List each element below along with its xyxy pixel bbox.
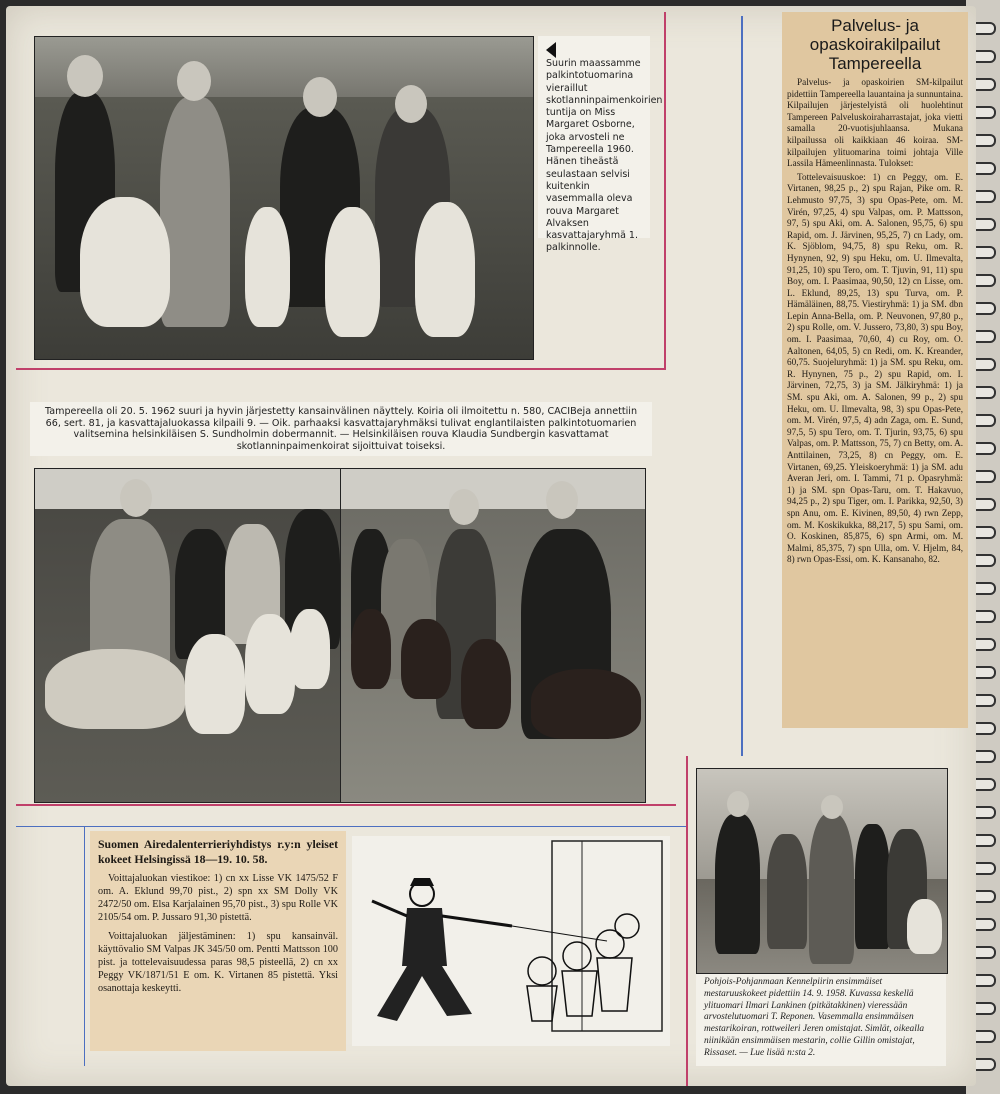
red-rule-2 <box>664 12 666 370</box>
photo-collies-1960 <box>34 36 534 360</box>
clipping-airedale-title: Suomen Airedalenterrieriyhdistys r.y:n yleiset kokeet Helsingissä 18—19. 10. 58. <box>98 837 338 866</box>
cartoon-drawing <box>352 836 670 1046</box>
red-rule-1 <box>16 368 666 370</box>
clipping-palvelus-title: Palvelus- ja opaskoirakilpailut Tampereella <box>809 16 941 73</box>
clipping-airedale <box>90 831 346 1051</box>
photo-collies-1962 <box>34 468 341 803</box>
photo-pohjois-pohjanmaa <box>696 768 948 974</box>
photo-dobermanns-1962 <box>340 468 646 803</box>
blue-rule-3 <box>84 826 85 1066</box>
arrow-left-icon <box>546 42 556 58</box>
caption-pohjois-pohjanmaa: Pohjois-Pohjanmaan Kennelpiirin ensimmäiset mestaruuskokeet pidettiin 14. 9. 1958. Kuvassa keskellä ylituomari Ilmari Lankinen (pitkätakkinen) vieressään arvostelutuomari T. Reponen. Vasemmalla ensimmäisen mestarikoiran, rottweileri Jeren omistajat. Simlät, oikealla niinikään ensimmäisen mestarin, collie Gillin omistajat, Rissaset. — Lue lisää n:sta 2. <box>696 974 946 1066</box>
clipping-airedale-para1: Voittajaluokan viestikoe: 1) cn xx Lisse VK 1475/52 F om. A. Eklund 99,70 pist., 2) spn xx SM Dolly VK 2472/50 om. Elsa Karjalainen 95,70 pist., 3) spu Rolle VK 2105/54 om. P. Jussaro 91,30 pistettä. <box>98 873 338 923</box>
clipping-airedale-para2: Voittajaluokan jäljestäminen: 1) spu kansainväl. käyttövalio SM Valpas JK 345/50 om. Pentti Mattsson 100 pist. ja tottelevaisuudessa paras 98,5 pisteellä, 2) cn xx Peggy VK/1871/51 E om. K. Virtanen 85 pistettä. Yksi osanottaja keskeytti. <box>98 931 338 994</box>
caption-collies-1960: Suurin maassamme palkintotuomarina vieraillut skotlanninpaimenkoirien tuntija on Miss Margaret Osborne, joka arvosteli ne Tampereella 1960. Hänen tiheästä seulastaan selvisi kuitenkin vasemmalla oleva rouva Margaret Alvaksen kasvattajaryhmä 1. palkinnolle. <box>538 36 650 238</box>
cartoon-svg <box>352 836 670 1046</box>
clipping-palvelus-intro: Palvelus- ja opaskoirien SM-kilpailut pidettiin Tampereella lauantaina ja sunnuntaina. Kilpailujen järjestelyistä oli huolehtinut Tampereen Palveluskoiraharrastajat, joka vietti samalla 20-vuotisjuhlaansa. Mukana kilpailussa oli kaikkiaan 46 koiraa. SM-kilpailujen ylituomarina toimi johtaja Ville Lassila Hämeenlinnasta. Tulokset: <box>787 77 963 169</box>
clipping-palvelus <box>782 12 968 728</box>
blue-rule-2 <box>16 826 686 827</box>
red-rule-4 <box>686 756 688 1086</box>
caption-tampere-1962: Tampereella oli 20. 5. 1962 suuri ja hyvin järjestetty kansainvälinen näyttely. Koiria oli ilmoitettu n. 580, CACIBeja annettiin 66, sert. 81, ja kasvattajaluokassa kilpaili 9. — Oik. parhaaksi kasvattajaryhmäksi tulivat englantilaisten palkintotuomarien valitsemina helsinkiläisen S. Sundholmin dobermannit. — Helsinkiläisen rouva Klaudia Sundbergin kasvattamat skotlanninpaimenkoirat sijoittuivat toiseksi. <box>30 402 652 456</box>
clipping-palvelus-results: Tottelevaisuuskoe: 1) cn Peggy, om. E. Virtanen, 98,25 p., 2) spu Rajan, Pike om. R. Lehmusto 97,75, 3) spu Opas-Pete, om. M. Virén, 97,25, 4) spu Valpas, om. P. Mattsson, 97, 5) spu Aki, om. A. Salonen, 95,75, 6) spu Rapid, om. J. Järvinen, 95,25, 7) cn Lady, om. K. Sjöblom, 94,75, 8) spu Reku, om. R. Hynynen, 92, 9) spu Heku, om. U. Ilmevalta, 91,25, 10) spu Tero, om. T. Tjuvin, 91, 11) spu Boy, om. I. Paasimaa, 90,50, 12) cn Lisse, om. L. Eklund, 89,25, 13) spu Turva, om. P. Hämäläinen, 88,75. Viestiryhmä: 1) ja SM. dbn Lepin Anna-Bella, om. P. Neuvonen, 97,80 p., 2) spu Rolle, om. V. Jussero, 73,80, 3) spu Boy, om. I. Paasimaa, 70,60, 4) cu Roy, om. O. Aaltonen, 64,05, 5) cn Redi, om. K. Kreander, 60,75. Suojeluryhmä: 1) ja SM. spu Reku, om. R. Hynynen, 75 p., 2) spu Rapid, om. I. Järvinen, 72,75, 3) ja SM. Jälkiryhmä: 1) ja SM. spu Aki, om. A. Salonen, 99 p., 2) spu Heku, om. U. Ilmevalta, 98, 3) spu Opas-Pete, om. M. Virén, 97,5, 4) adn Zaga, om. E. Sund, 97,5, 5) spu Tero, om. T. Tjurin, 93,75, 6) spu Valpas, om. P. Mattsson, 75, 7) cn Betty, om. A. Anttilainen, 73,25, 8) cn Peggy, om. E. Virtanen, 69,25. Yleiskoeryhmä: 1) ja SM. adu Averan Jeri, om. I. Tammi, 71 p. Opasryhmä: 1) ja SM. spn Opas-Taru, om. T. Hakavuo, 94,25 p., 2) spu Tiger, om. I. Parikka, 92,50, 3) spn Anu, om. E. Kivinen, 89,50, 4) rwn Zepp, om. M. Koskikukka, 88,217, 5) spu Sami, om. O. Koskinen, 85,875, 6) spn Armi, om. M. Malmi, 85,375, 7) spn Ulla, om. V. Hjelm, 84, 8) rwn Opas-Essi, om. K. Kansanaho, 82. <box>787 171 963 565</box>
blue-rule-1 <box>741 16 743 756</box>
red-rule-3 <box>16 804 676 806</box>
scrapbook-page <box>6 6 976 1086</box>
